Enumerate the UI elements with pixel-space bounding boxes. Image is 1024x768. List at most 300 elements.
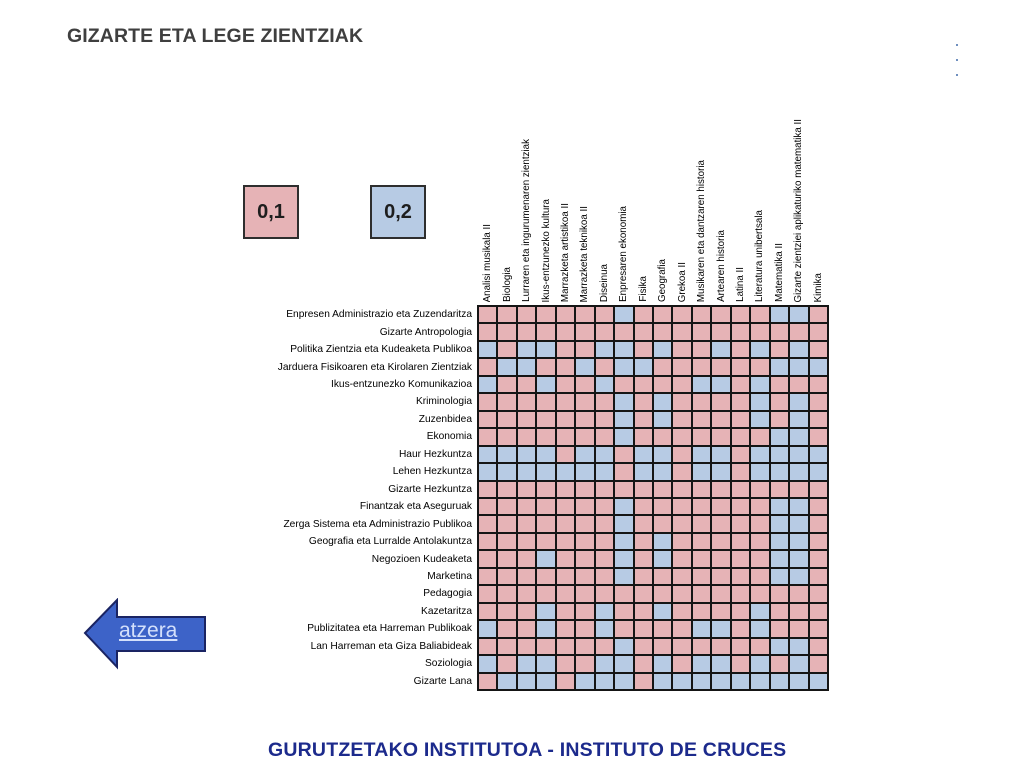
back-button[interactable] xyxy=(83,598,207,670)
heatmap-cell xyxy=(732,639,749,654)
heatmap-cell xyxy=(635,482,652,497)
heatmap-cell xyxy=(712,447,729,462)
heatmap-cell xyxy=(615,412,632,427)
heatmap-cell xyxy=(810,324,827,339)
heatmap-cell xyxy=(712,516,729,531)
heatmap-cell xyxy=(732,412,749,427)
heatmap-cell xyxy=(596,586,613,601)
heatmap-cell xyxy=(615,639,632,654)
heatmap-cell xyxy=(673,447,690,462)
heatmap-cell xyxy=(518,394,535,409)
heatmap-cell xyxy=(498,534,515,549)
heatmap-cell xyxy=(693,324,710,339)
column-header-label: Fisika xyxy=(637,276,649,302)
row-label: Finantzak eta Aseguruak xyxy=(359,501,472,513)
column-header xyxy=(790,72,807,302)
row-label: Lehen Hezkuntza xyxy=(392,466,472,478)
edge-marker xyxy=(956,44,958,46)
heatmap-cell xyxy=(479,482,496,497)
heatmap-cell xyxy=(732,516,749,531)
heatmap-cell xyxy=(479,621,496,636)
heatmap-cell xyxy=(654,394,671,409)
heatmap-cell xyxy=(810,359,827,374)
heatmap-cell xyxy=(635,534,652,549)
column-header-label: Enpresaren ekonomia xyxy=(618,206,630,302)
heatmap-cell xyxy=(537,324,554,339)
column-header xyxy=(479,72,496,302)
heatmap-cell xyxy=(790,394,807,409)
heatmap-cell xyxy=(635,656,652,671)
heatmap-cell xyxy=(518,447,535,462)
row-label: Pedagogia xyxy=(423,588,472,600)
heatmap-cell xyxy=(537,394,554,409)
heatmap-cell xyxy=(518,674,535,689)
heatmap-cell xyxy=(596,569,613,584)
column-header xyxy=(654,72,671,302)
heatmap-cell xyxy=(596,429,613,444)
heatmap-cell xyxy=(576,324,593,339)
heatmap-cell xyxy=(810,639,827,654)
heatmap-cell xyxy=(557,604,574,619)
heatmap-cell xyxy=(751,377,768,392)
heatmap-cell xyxy=(751,516,768,531)
heatmap-cell xyxy=(790,604,807,619)
heatmap-cell xyxy=(654,447,671,462)
heatmap-cell xyxy=(596,342,613,357)
column-header-label: Literatura unibertsala xyxy=(754,209,766,302)
heatmap-cell xyxy=(537,639,554,654)
heatmap-cell xyxy=(790,569,807,584)
row-labels xyxy=(196,307,474,689)
heatmap-cell xyxy=(771,674,788,689)
column-header xyxy=(518,72,535,302)
heatmap-cell xyxy=(673,342,690,357)
heatmap-cell xyxy=(498,359,515,374)
heatmap-cell xyxy=(751,342,768,357)
heatmap-cell xyxy=(790,429,807,444)
column-header-label: Diseinua xyxy=(598,263,610,302)
heatmap-cell xyxy=(654,621,671,636)
heatmap-cell xyxy=(596,534,613,549)
heatmap-cell xyxy=(673,516,690,531)
heatmap-cell xyxy=(771,586,788,601)
heatmap-cell xyxy=(557,656,574,671)
heatmap-cell xyxy=(654,656,671,671)
heatmap-cell xyxy=(810,604,827,619)
heatmap-cell xyxy=(751,324,768,339)
heatmap-cell xyxy=(615,569,632,584)
heatmap-cell xyxy=(596,324,613,339)
heatmap-cell xyxy=(479,516,496,531)
heatmap-cell xyxy=(654,342,671,357)
heatmap-cell xyxy=(712,639,729,654)
heatmap-cell xyxy=(771,464,788,479)
heatmap-cell xyxy=(615,499,632,514)
heatmap-cell xyxy=(751,656,768,671)
heatmap-cell xyxy=(557,394,574,409)
heatmap-cell xyxy=(557,377,574,392)
heatmap-cell xyxy=(693,412,710,427)
column-header-label: Analisi musikala II xyxy=(482,223,494,302)
row-label: Politika Zientzia eta Kudeaketa Publikoa xyxy=(290,344,472,356)
heatmap-cell xyxy=(732,569,749,584)
heatmap-cell xyxy=(576,674,593,689)
back-link-label[interactable]: atzera xyxy=(119,619,178,642)
column-header xyxy=(673,72,690,302)
heatmap-cell xyxy=(635,516,652,531)
heatmap-cell xyxy=(479,639,496,654)
heatmap-cell xyxy=(673,307,690,322)
heatmap-cell xyxy=(479,534,496,549)
legend-item xyxy=(243,185,299,239)
heatmap-cell xyxy=(732,307,749,322)
heatmap-cell xyxy=(693,569,710,584)
edge-marker xyxy=(956,74,958,76)
column-header-label: Gizarte zientziei aplikaturiko matematika II xyxy=(793,118,805,302)
heatmap-cell xyxy=(751,639,768,654)
heatmap-cell xyxy=(576,394,593,409)
row-label: Kriminologia xyxy=(415,396,472,408)
heatmap-cell xyxy=(498,499,515,514)
column-header-label: Geografia xyxy=(657,258,669,302)
column-header-label: Musikaren eta dantzaren historia xyxy=(696,159,708,302)
heatmap-cell xyxy=(576,412,593,427)
heatmap-cell xyxy=(498,621,515,636)
heatmap-cell xyxy=(712,324,729,339)
heatmap-cell xyxy=(518,516,535,531)
heatmap-cell xyxy=(615,307,632,322)
heatmap-cell xyxy=(790,342,807,357)
heatmap-cell xyxy=(654,307,671,322)
heatmap-cell xyxy=(537,499,554,514)
row-label: Publizitatea eta Harreman Publikoak xyxy=(307,623,472,635)
heatmap-cell xyxy=(479,499,496,514)
heatmap-cell xyxy=(693,499,710,514)
heatmap-cell xyxy=(654,324,671,339)
heatmap-cell xyxy=(654,551,671,566)
heatmap-cell xyxy=(635,394,652,409)
heatmap-cell xyxy=(712,359,729,374)
heatmap-cell xyxy=(654,516,671,531)
heatmap-cell xyxy=(771,639,788,654)
heatmap-cell xyxy=(673,359,690,374)
heatmap-cell xyxy=(557,324,574,339)
row-label: Kazetaritza xyxy=(421,605,472,617)
heatmap-cell xyxy=(712,656,729,671)
heatmap-cell xyxy=(479,656,496,671)
heatmap-cell xyxy=(810,551,827,566)
heatmap-cell xyxy=(479,569,496,584)
heatmap-cell xyxy=(810,656,827,671)
heatmap-cell xyxy=(635,359,652,374)
heatmap-cell xyxy=(771,499,788,514)
heatmap-cell xyxy=(810,621,827,636)
heatmap-cell xyxy=(771,342,788,357)
heatmap-cell xyxy=(732,377,749,392)
heatmap-cell xyxy=(693,482,710,497)
heatmap-cell xyxy=(771,551,788,566)
heatmap-cell xyxy=(810,447,827,462)
heatmap-cell xyxy=(557,307,574,322)
heatmap-cell xyxy=(498,412,515,427)
heatmap-cell xyxy=(537,621,554,636)
column-header xyxy=(693,72,710,302)
heatmap-cell xyxy=(751,447,768,462)
heatmap-cell xyxy=(557,342,574,357)
heatmap-cell xyxy=(654,639,671,654)
heatmap-cell xyxy=(557,482,574,497)
heatmap-cell xyxy=(635,639,652,654)
heatmap-cell xyxy=(654,464,671,479)
heatmap-cell xyxy=(576,621,593,636)
row-label: Zuzenbidea xyxy=(418,413,472,425)
heatmap-cell xyxy=(693,377,710,392)
heatmap-cell xyxy=(615,482,632,497)
heatmap-cell xyxy=(596,359,613,374)
heatmap-cell xyxy=(576,604,593,619)
heatmap-cell xyxy=(479,586,496,601)
heatmap-cell xyxy=(537,516,554,531)
heatmap-cell xyxy=(498,377,515,392)
heatmap-cell xyxy=(635,674,652,689)
heatmap-cell xyxy=(712,551,729,566)
heatmap-cell xyxy=(771,324,788,339)
heatmap-cell xyxy=(518,324,535,339)
page-title: GIZARTE ETA LEGE ZIENTZIAK xyxy=(67,25,364,47)
heatmap-cell xyxy=(596,516,613,531)
legend-label: 0,2 xyxy=(384,200,412,223)
column-header-label: Ikus-entzunezko kultura xyxy=(540,198,552,302)
heatmap-cell xyxy=(596,674,613,689)
heatmap-grid xyxy=(477,305,829,691)
heatmap-cell xyxy=(596,377,613,392)
heatmap-cell xyxy=(751,499,768,514)
heatmap-cell xyxy=(673,534,690,549)
heatmap-cell xyxy=(771,569,788,584)
heatmap-cell xyxy=(771,447,788,462)
column-header-label: Lurraren eta ingurumenaren zientziak xyxy=(521,139,533,302)
heatmap-cell xyxy=(576,307,593,322)
heatmap-cell xyxy=(518,464,535,479)
legend-label: 0,1 xyxy=(257,200,285,223)
heatmap-cell xyxy=(498,586,515,601)
heatmap-cell xyxy=(635,604,652,619)
heatmap-cell xyxy=(712,429,729,444)
heatmap-cell xyxy=(810,674,827,689)
heatmap-cell xyxy=(557,586,574,601)
heatmap-cell xyxy=(576,656,593,671)
heatmap-cell xyxy=(790,674,807,689)
legend-item xyxy=(370,185,426,239)
heatmap-cell xyxy=(771,482,788,497)
heatmap-cell xyxy=(732,482,749,497)
heatmap-cell xyxy=(654,359,671,374)
heatmap-cell xyxy=(810,429,827,444)
heatmap-cell xyxy=(673,569,690,584)
heatmap-cell xyxy=(673,394,690,409)
heatmap-cell xyxy=(576,447,593,462)
heatmap-cell xyxy=(693,656,710,671)
heatmap-cell xyxy=(693,586,710,601)
heatmap-cell xyxy=(615,604,632,619)
heatmap-cell xyxy=(771,534,788,549)
heatmap-cell xyxy=(518,656,535,671)
column-header xyxy=(576,72,593,302)
heatmap-cell xyxy=(498,551,515,566)
heatmap-cell xyxy=(518,307,535,322)
heatmap-cell xyxy=(479,394,496,409)
heatmap-cell xyxy=(635,307,652,322)
heatmap-cell xyxy=(693,604,710,619)
heatmap-cell xyxy=(615,551,632,566)
heatmap-cell xyxy=(635,429,652,444)
heatmap-cell xyxy=(712,569,729,584)
heatmap-cell xyxy=(576,464,593,479)
heatmap-cell xyxy=(596,464,613,479)
row-label: Jarduera Fisikoaren eta Kirolaren Zientziak xyxy=(277,361,472,373)
heatmap-cell xyxy=(654,482,671,497)
heatmap-cell xyxy=(596,412,613,427)
heatmap-cell xyxy=(576,482,593,497)
heatmap-cell xyxy=(518,639,535,654)
heatmap-cell xyxy=(732,534,749,549)
row-label: Zerga Sistema eta Administrazio Publikoa xyxy=(283,518,472,530)
heatmap-cell xyxy=(712,394,729,409)
heatmap-cell xyxy=(615,464,632,479)
heatmap-cell xyxy=(751,674,768,689)
column-header-label: Artearen historia xyxy=(715,230,727,302)
heatmap-cell xyxy=(751,482,768,497)
heatmap-cell xyxy=(712,499,729,514)
heatmap-cell xyxy=(810,499,827,514)
heatmap-cell xyxy=(479,464,496,479)
heatmap-cell xyxy=(498,394,515,409)
heatmap-cell xyxy=(479,359,496,374)
heatmap-cell xyxy=(790,307,807,322)
column-header xyxy=(537,72,554,302)
heatmap-cell xyxy=(518,569,535,584)
heatmap-cell xyxy=(596,447,613,462)
heatmap-cell xyxy=(654,586,671,601)
heatmap-cell xyxy=(751,534,768,549)
heatmap-cell xyxy=(810,412,827,427)
heatmap-cell xyxy=(635,551,652,566)
heatmap-cell xyxy=(751,429,768,444)
heatmap-cell xyxy=(557,674,574,689)
heatmap-cell xyxy=(615,429,632,444)
heatmap-cell xyxy=(693,429,710,444)
heatmap-cell xyxy=(673,324,690,339)
heatmap-cell xyxy=(673,586,690,601)
heatmap-cell xyxy=(751,621,768,636)
heatmap-cell xyxy=(673,429,690,444)
heatmap-cell xyxy=(732,359,749,374)
heatmap-cell xyxy=(732,394,749,409)
heatmap-cell xyxy=(498,639,515,654)
heatmap-cell xyxy=(498,604,515,619)
heatmap-cell xyxy=(518,586,535,601)
heatmap-cell xyxy=(732,551,749,566)
heatmap-cell xyxy=(810,534,827,549)
heatmap-cell xyxy=(790,359,807,374)
heatmap-cell xyxy=(771,394,788,409)
heatmap-cell xyxy=(693,342,710,357)
heatmap-cell xyxy=(557,359,574,374)
heatmap-cell xyxy=(751,394,768,409)
heatmap-cell xyxy=(693,551,710,566)
heatmap-cell xyxy=(712,377,729,392)
heatmap-cell xyxy=(635,377,652,392)
heatmap-cell xyxy=(790,516,807,531)
heatmap-cell xyxy=(576,586,593,601)
heatmap-cell xyxy=(751,604,768,619)
heatmap-cell xyxy=(596,499,613,514)
heatmap-cell xyxy=(615,621,632,636)
heatmap-cell xyxy=(635,324,652,339)
heatmap-cell xyxy=(498,447,515,462)
heatmap-cell xyxy=(557,447,574,462)
heatmap-cell xyxy=(751,307,768,322)
column-header xyxy=(810,72,827,302)
heatmap-cell xyxy=(557,639,574,654)
heatmap-cell xyxy=(751,586,768,601)
heatmap-cell xyxy=(557,569,574,584)
heatmap-cell xyxy=(693,307,710,322)
row-label: Enpresen Administrazio eta Zuzendaritza xyxy=(286,309,472,321)
heatmap-cell xyxy=(557,621,574,636)
heatmap-cell xyxy=(498,674,515,689)
heatmap-cell xyxy=(771,516,788,531)
heatmap-cell xyxy=(479,429,496,444)
heatmap-cell xyxy=(518,551,535,566)
heatmap-cell xyxy=(790,377,807,392)
heatmap-cell xyxy=(732,499,749,514)
heatmap-cell xyxy=(635,586,652,601)
heatmap-cell xyxy=(576,639,593,654)
heatmap-cell xyxy=(498,569,515,584)
heatmap-cell xyxy=(732,324,749,339)
heatmap-cell xyxy=(537,482,554,497)
heatmap-cell xyxy=(751,464,768,479)
heatmap-cell xyxy=(810,482,827,497)
heatmap-cell xyxy=(693,516,710,531)
heatmap-cell xyxy=(576,429,593,444)
heatmap-cell xyxy=(557,534,574,549)
heatmap-cell xyxy=(635,621,652,636)
heatmap-cell xyxy=(596,656,613,671)
heatmap-cell xyxy=(771,656,788,671)
heatmap-cell xyxy=(557,551,574,566)
heatmap-cell xyxy=(479,342,496,357)
heatmap-cell xyxy=(615,674,632,689)
heatmap-cell xyxy=(790,464,807,479)
heatmap-cell xyxy=(596,551,613,566)
heatmap-cell xyxy=(615,394,632,409)
heatmap-cell xyxy=(635,569,652,584)
heatmap-cell xyxy=(537,377,554,392)
heatmap-cell xyxy=(654,377,671,392)
heatmap-cell xyxy=(790,482,807,497)
heatmap-cell xyxy=(498,342,515,357)
heatmap-cell xyxy=(732,586,749,601)
heatmap-cell xyxy=(498,429,515,444)
column-header xyxy=(751,72,768,302)
heatmap-cell xyxy=(790,324,807,339)
heatmap-cell xyxy=(518,377,535,392)
heatmap-cell xyxy=(498,307,515,322)
edge-marker xyxy=(956,59,958,61)
heatmap-cell xyxy=(479,551,496,566)
